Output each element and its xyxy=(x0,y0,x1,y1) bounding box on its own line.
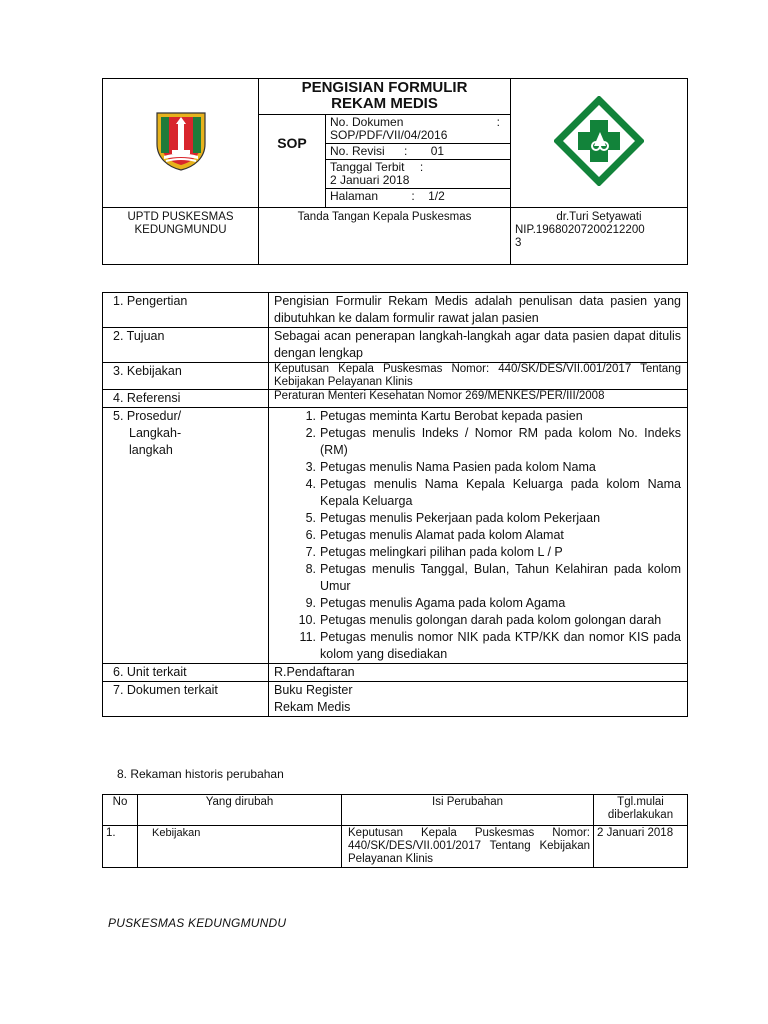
prosedur-label-line-3: langkah xyxy=(129,443,173,457)
referensi-label: 4. Referensi xyxy=(103,390,269,408)
dokumen-terkait-text xyxy=(269,682,688,717)
procedure-list xyxy=(274,408,681,663)
row-pengertian xyxy=(103,293,688,328)
row-tujuan xyxy=(103,328,688,363)
procedure-step: 3. Petugas menulis Nama Pasien pada kolom Nama xyxy=(305,460,596,474)
dokumen-terkait-label: 7. Dokumen terkait xyxy=(103,682,269,717)
history-col-date: Tgl.mulai diberlakukan xyxy=(594,795,688,826)
history-caption: 8. Rekaman historis perubahan xyxy=(117,767,284,781)
procedure-step: 2. Petugas menulis Indeks / Nomor RM pada kolom No. Indeks (RM) xyxy=(305,426,681,457)
tujuan-label: 2. Tujuan xyxy=(103,328,269,363)
issue-date-sep: : xyxy=(419,160,424,174)
sop-header-table xyxy=(102,78,688,265)
tujuan-text: Sebagai acan penerapan langkah-langkah agar data pasien dapat ditulis dengan lengkap xyxy=(269,328,688,363)
row-prosedur xyxy=(103,408,688,664)
doc-number-block xyxy=(326,115,510,144)
procedure-step: 8. Petugas menulis Tanggal, Bulan, Tahun Kelahiran pada kolom Umur xyxy=(305,562,681,593)
page-sep: : xyxy=(411,189,415,203)
referensi-text: Peraturan Menteri Kesehatan Nomor 269/MENKES/PER/III/2008 xyxy=(269,390,688,408)
history-row-date: 2 Januari 2018 xyxy=(594,826,688,868)
doc-number-label: No. Dokumen xyxy=(330,115,404,129)
revision-sep: : xyxy=(404,144,408,158)
head-info xyxy=(511,208,688,265)
issue-date-block xyxy=(326,160,510,189)
organization-name xyxy=(103,208,259,265)
city-emblem-logo xyxy=(154,110,208,172)
page-value: 1/2 xyxy=(428,189,445,203)
procedure-step: 9. Petugas menulis Agama pada kolom Agama xyxy=(305,596,566,610)
document-title xyxy=(259,79,511,115)
procedure-step: 5. Petugas menulis Pekerjaan pada kolom Pekerjaan xyxy=(305,511,601,525)
history-table xyxy=(102,794,688,868)
page-label: Halaman xyxy=(330,189,379,203)
page-block xyxy=(326,189,510,204)
unit-terkait-label: 6. Unit terkait xyxy=(103,664,269,682)
org-line-2: KEDUNGMUNDU xyxy=(134,224,227,236)
row-referensi xyxy=(103,390,688,408)
procedure-step: 11. Petugas menulis nomor NIK pada KTP/KK dan nomor KIS pada kolom yang disediakan xyxy=(299,630,681,661)
procedure-step: 10. Petugas menulis golongan darah pada kolom golongan darah xyxy=(298,613,662,627)
history-col-change: Isi Perubahan xyxy=(342,795,594,826)
puskesmas-logo xyxy=(554,96,644,186)
signature-label: Tanda Tangan Kepala Puskesmas xyxy=(259,208,511,265)
history-col-item: Yang dirubah xyxy=(138,795,342,826)
issue-date-label: Tanggal Terbit xyxy=(330,160,405,174)
head-name: dr.Turi Setyawati xyxy=(556,211,642,223)
document-meta xyxy=(326,115,511,208)
footer-organization: PUSKESMAS KEDUNGMUNDU xyxy=(108,916,287,930)
procedure-step: 6. Petugas menulis Alamat pada kolom Alamat xyxy=(305,528,564,542)
revision-label: No. Revisi xyxy=(330,144,385,158)
row-unit-terkait xyxy=(103,664,688,682)
row-dokumen-terkait xyxy=(103,682,688,717)
pengertian-label: 1. Pengertian xyxy=(103,293,269,328)
history-col-no: No xyxy=(103,795,138,826)
row-kebijakan xyxy=(103,363,688,390)
title-line-2: REKAM MEDIS xyxy=(331,95,438,112)
procedure-step: 1. Petugas meminta Kartu Berobat kepada pasien xyxy=(305,409,583,423)
unit-terkait-text: R.Pendaftaran xyxy=(269,664,688,682)
history-header-row xyxy=(103,795,688,826)
prosedur-label-line-1: 5. Prosedur/ xyxy=(113,409,182,423)
kebijakan-text: Keputusan Kepala Puskesmas Nomor: 440/SK/DES/VII.001/2017 Tentang Kebijakan Pelayanan Klinis xyxy=(269,363,688,390)
title-line-1: PENGISIAN FORMULIR xyxy=(301,79,468,96)
head-nip-suffix: 3 xyxy=(515,237,522,249)
dokumen-terkait-line-2: Rekam Medis xyxy=(274,700,351,714)
puskesmas-logo-cell xyxy=(511,79,688,208)
history-row-change: Keputusan Kepala Puskesmas Nomor: 440/SK/DES/VII.001/2017 Tentang Kebijakan Pelayanan Klinis xyxy=(342,826,594,868)
history-row-item: Kebijakan xyxy=(138,826,342,868)
city-emblem-cell xyxy=(103,79,259,208)
doc-number-sep: : xyxy=(496,115,500,129)
prosedur-steps xyxy=(269,408,688,664)
procedure-step: 7. Petugas melingkari pilihan pada kolom L / P xyxy=(305,545,563,559)
history-row-no: 1. xyxy=(103,826,138,868)
sop-content-table xyxy=(102,292,688,717)
table-row xyxy=(103,826,688,868)
pengertian-text: Pengisian Formulir Rekam Medis adalah penulisan data pasien yang dibutuhkan ke dalam formulir rawat jalan pasien xyxy=(269,293,688,328)
revision-value: 01 xyxy=(430,144,445,158)
prosedur-label xyxy=(103,408,269,664)
prosedur-label-line-2: Langkah- xyxy=(129,426,182,440)
sop-label: SOP xyxy=(259,115,326,208)
kebijakan-label: 3. Kebijakan xyxy=(103,363,269,390)
dokumen-terkait-line-1: Buku Register xyxy=(274,683,353,697)
procedure-step: 4. Petugas menulis Nama Kepala Keluarga pada kolom Nama Kepala Keluarga xyxy=(305,477,681,508)
org-line-1: UPTD PUSKESMAS xyxy=(127,211,234,223)
issue-date-value: 2 Januari 2018 xyxy=(330,173,410,187)
doc-number-value: SOP/PDF/VII/04/2016 xyxy=(330,128,448,142)
head-nip: NIP.19680207200212200 xyxy=(515,224,645,236)
revision-block xyxy=(326,144,510,160)
